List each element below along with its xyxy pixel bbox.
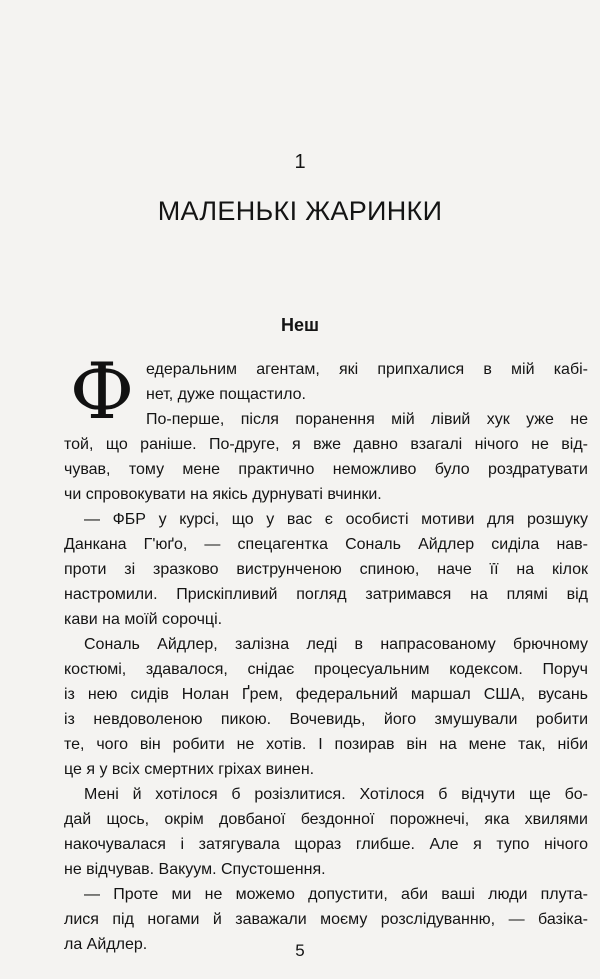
- text-line: — ФБР у курсі, що у вас є особисті мотиви для розшуку: [84, 511, 588, 528]
- section-heading: Неш: [280, 315, 319, 335]
- text-line: По-перше, після поранення мій лівий хук уже не: [146, 411, 588, 428]
- chapter-title: МАЛЕНЬКІ ЖАРИНКИ: [157, 196, 443, 226]
- text-line: настромили. Прискіпливий погляд затримався на плямі від: [64, 586, 588, 603]
- text-line: Сональ Айдлер, залізна леді в напрасованому брючному: [84, 636, 588, 653]
- page-number: 5: [295, 941, 305, 960]
- text-line: чував, тому мене практично неможливо було роздратувати: [64, 461, 588, 478]
- text-line: із невдоволеною пикою. Вочевидь, його змушували робити: [64, 711, 588, 728]
- text-line: ла Айдлер.: [64, 936, 148, 953]
- text-line: лися під ногами й заважали моєму розслідуванню, — базіка-: [64, 911, 588, 928]
- text-line: — Проте ми не можемо допустити, аби ваші люди плута-: [84, 886, 588, 903]
- text-line: костюмі, здавалося, снідає процесуальним кодексом. Поруч: [64, 661, 588, 678]
- text-line: проти зі зразково виструнченою спиною, наче її на кілок: [64, 561, 588, 578]
- text-line: той, що раніше. По-друге, я вже давно взагалі нічого не від-: [64, 436, 588, 453]
- text-line: не відчував. Вакуум. Спустошення.: [64, 861, 326, 878]
- body-text: [64, 357, 588, 957]
- text-line: кави на моїй сорочці.: [64, 611, 223, 628]
- text-line: Данкана Г'юґо, — спецагентка Сональ Айдлер сиділа нав-: [64, 536, 588, 553]
- text-line: нет, дуже пощастило.: [146, 386, 306, 403]
- text-line: те, чого він робити не хотів. І позирав він на мене так, ніби: [64, 736, 588, 753]
- text-line: чи спровокувати на якісь дурнуваті вчинки.: [64, 486, 382, 503]
- text-line: це я у всіх смертних гріхах винен.: [64, 761, 315, 778]
- text-line: Мені й хотілося б розізлитися. Хотілося б відчути ще бо-: [84, 786, 588, 803]
- text-line: із нею сидів Нолан Ґрем, федеральний маршал США, вусань: [64, 686, 588, 703]
- text-line: дай щось, окрім довбаної бездонної порожнечі, яка хвилями: [64, 811, 588, 828]
- chapter-number: 1: [294, 151, 306, 173]
- drop-cap: Ф: [69, 347, 135, 437]
- text-line: накочувалася і затягувала щораз глибше. Але я тупо нічого: [64, 836, 588, 853]
- text-line: едеральним агентам, які припхалися в мій кабі-: [146, 361, 588, 378]
